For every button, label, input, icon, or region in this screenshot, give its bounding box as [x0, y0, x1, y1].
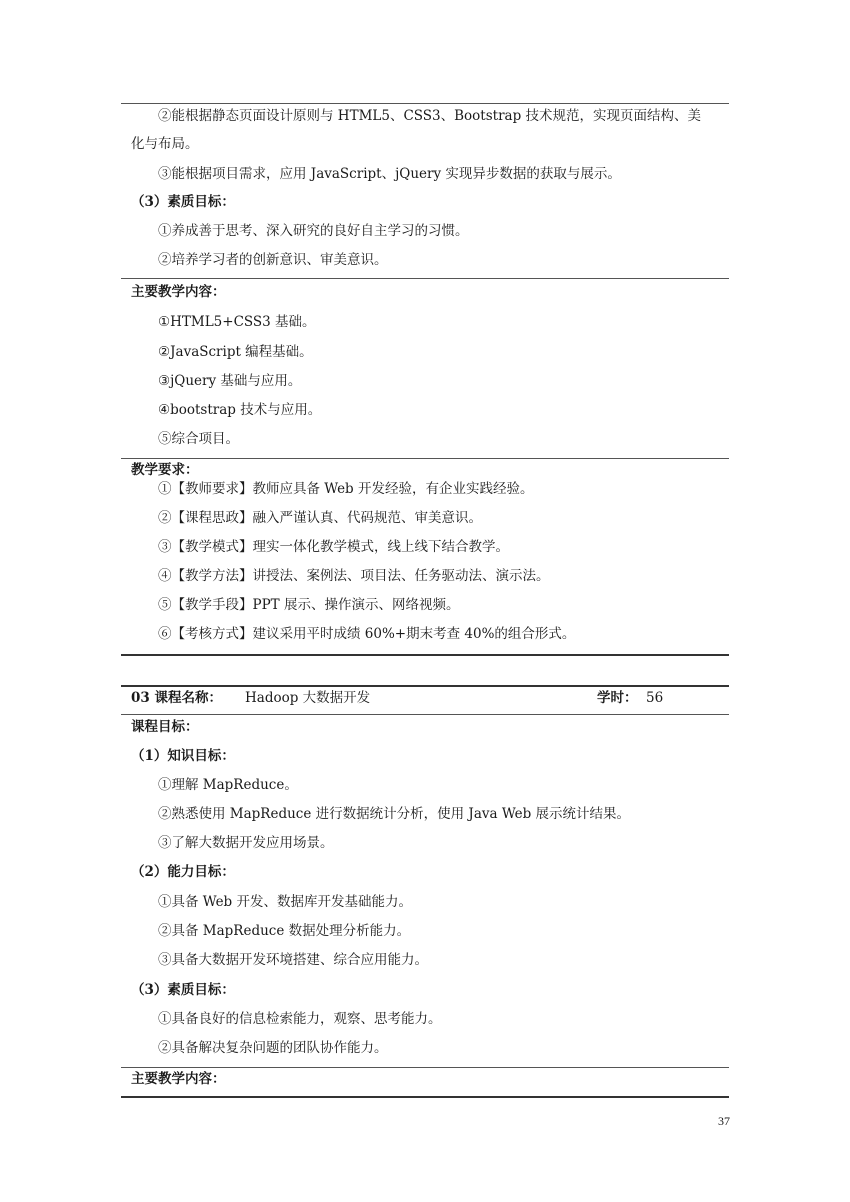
ability-item: ②能根据静态页面设计原则与 HTML5、CSS3、Bootstrap 技术规范，实现页面结构、美: [158, 108, 702, 124]
knowledge-goals-heading: （1）知识目标：: [131, 748, 235, 764]
quality-item: ①养成善于思考、深入研究的良好自主学习的习惯。: [158, 223, 469, 239]
course-goals-heading: 课程目标：: [131, 719, 199, 735]
content-item: ④bootstrap 技术与应用。: [158, 402, 322, 418]
quality-goals-heading: （3）素质目标：: [131, 982, 235, 998]
quality-goals-heading: （3）素质目标：: [131, 194, 235, 210]
table-bottom-rule: [121, 1096, 729, 1098]
table-rule: [121, 458, 729, 459]
content-item: ⑤综合项目。: [158, 431, 239, 447]
ability-item: ②具备 MapReduce 数据处理分析能力。: [158, 923, 411, 939]
content-item: ①HTML5+CSS3 基础。: [158, 314, 316, 330]
table-rule: [121, 278, 729, 279]
requirement-item: ①【教师要求】教师应具备 Web 开发经验，有企业实践经验。: [158, 481, 534, 497]
table-rule: [121, 103, 729, 104]
table-top-rule: [121, 685, 729, 687]
ability-goals-heading: （2）能力目标：: [131, 864, 235, 880]
knowledge-item: ③了解大数据开发应用场景。: [158, 835, 334, 851]
requirement-item: ②【课程思政】融入严谨认真、代码规范、审美意识。: [158, 510, 482, 526]
requirement-item: ③【教学模式】理实一体化教学模式，线上线下结合教学。: [158, 539, 509, 555]
table-bottom-rule: [121, 654, 729, 656]
content-item: ②JavaScript 编程基础。: [158, 344, 313, 360]
requirements-heading: 教学要求：: [131, 462, 199, 478]
quality-item: ②培养学习者的创新意识、审美意识。: [158, 252, 388, 268]
content-heading: 主要教学内容：: [131, 284, 226, 300]
quality-item: ①具备良好的信息检索能力，观察、思考能力。: [158, 1011, 442, 1027]
quality-item: ②具备解决复杂问题的团队协作能力。: [158, 1040, 388, 1056]
ability-item: ③能根据项目需求，应用 JavaScript、jQuery 实现异步数据的获取与展示。: [158, 166, 621, 182]
course-name-value: Hadoop 大数据开发: [245, 690, 371, 706]
course-name-label: 03 课程名称：: [131, 690, 222, 706]
course-hours-value: 56: [646, 690, 664, 706]
requirement-item: ④【教学方法】讲授法、案例法、项目法、任务驱动法、演示法。: [158, 568, 550, 584]
content-item: ③jQuery 基础与应用。: [158, 373, 302, 389]
table-rule: [121, 714, 729, 715]
knowledge-item: ②熟悉使用 MapReduce 进行数据统计分析，使用 Java Web 展示统计结果。: [158, 806, 631, 822]
ability-item: ③具备大数据开发环境搭建、综合应用能力。: [158, 952, 428, 968]
requirement-item: ⑥【考核方式】建议采用平时成绩 60%+期末考查 40%的组合形式。: [158, 626, 576, 642]
ability-item: ①具备 Web 开发、数据库开发基础能力。: [158, 894, 412, 910]
requirement-item: ⑤【教学手段】PPT 展示、操作演示、网络视频。: [158, 597, 460, 613]
table-rule: [121, 1067, 729, 1068]
ability-item-continuation: 化与布局。: [131, 136, 199, 152]
knowledge-item: ①理解 MapReduce。: [158, 777, 298, 793]
course-hours-label: 学时：: [597, 690, 638, 706]
content-heading: 主要教学内容：: [131, 1071, 226, 1087]
page-number: 37: [718, 1114, 730, 1128]
